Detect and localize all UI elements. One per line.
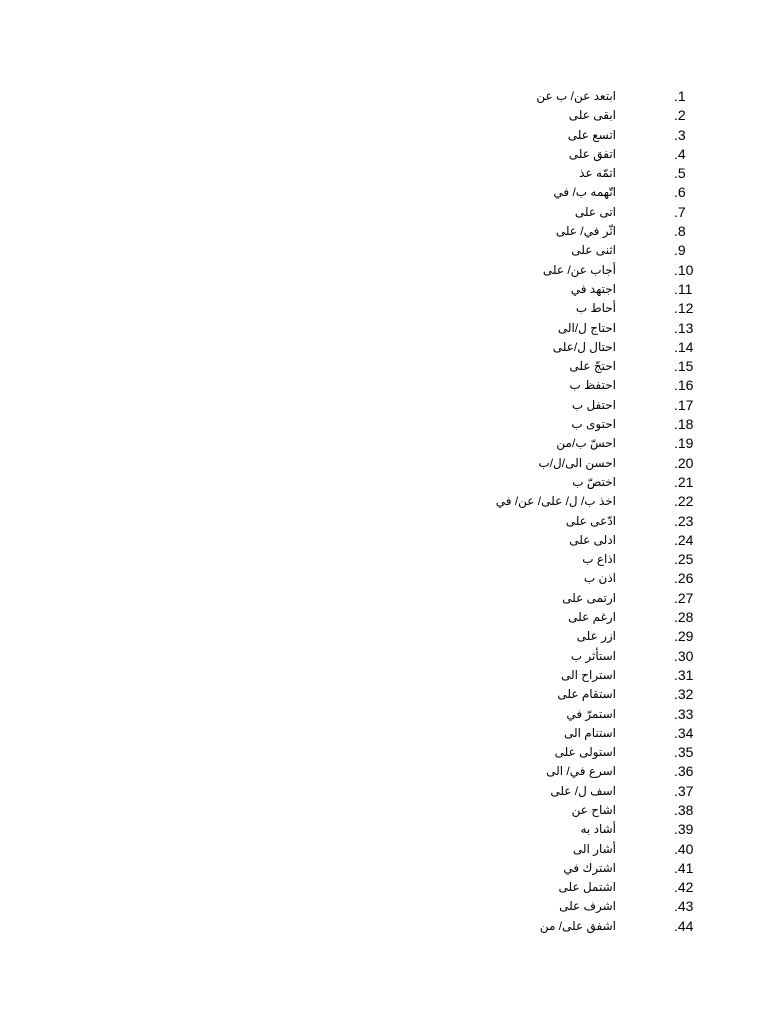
list-item: [310, 492, 710, 511]
item-number: 16.: [674, 377, 694, 394]
list-item: [310, 840, 710, 859]
list-item: [310, 319, 710, 338]
item-text: استراح الى: [560, 667, 616, 682]
item-number: 12.: [674, 300, 694, 317]
list-item: [310, 647, 710, 666]
list-item: [310, 87, 710, 106]
item-number: 40.: [674, 840, 694, 857]
list-item: [310, 897, 710, 916]
item-text: أحاط ب: [575, 301, 616, 316]
item-text: ازر على: [576, 629, 616, 644]
numbered-list: [310, 87, 710, 936]
item-text: اشتمل على: [558, 880, 616, 895]
list-item: [310, 917, 710, 936]
item-number: 24.: [674, 531, 694, 548]
item-text: ارتمى على: [562, 590, 616, 605]
item-number: 34.: [674, 724, 694, 741]
item-number: 32.: [674, 686, 694, 703]
item-number: 31.: [674, 666, 694, 683]
item-text: احتجّ على: [569, 359, 616, 374]
item-text: استولى على: [554, 745, 616, 760]
item-number: 22.: [674, 493, 694, 510]
item-text: احتاج ل/الى: [557, 320, 616, 335]
list-item: [310, 396, 710, 415]
item-text: اشرف على: [559, 899, 616, 914]
list-item: [310, 685, 710, 704]
item-number: 17.: [674, 396, 694, 413]
list-item: [310, 434, 710, 453]
item-number: 19.: [674, 435, 694, 452]
item-text: اثّر في/ على: [555, 224, 616, 239]
item-text: اتّهمه ب/ في: [553, 185, 616, 200]
item-number: 38.: [674, 801, 694, 818]
item-number: 20.: [674, 454, 694, 471]
item-text: أجاب عن/ على: [542, 262, 616, 277]
list-item: [310, 357, 710, 376]
item-text: اذاع ب: [582, 552, 616, 567]
list-item: [310, 164, 710, 183]
item-number: 10.: [674, 261, 694, 278]
item-number: 14.: [674, 338, 694, 355]
list-item: [310, 743, 710, 762]
item-number: 26.: [674, 570, 694, 587]
item-text: ارغم على: [568, 610, 616, 625]
item-text: اشترك في: [563, 860, 616, 875]
list-item: [310, 569, 710, 588]
item-text: احسّ ب/من: [556, 436, 616, 451]
list-item: [310, 338, 710, 357]
item-number: 3.: [674, 126, 686, 143]
item-text: احتفل ب: [571, 397, 616, 412]
list-item: [310, 376, 710, 395]
list-item: [310, 222, 710, 241]
item-number: 13.: [674, 319, 694, 336]
item-number: 21.: [674, 473, 694, 490]
item-number: 23.: [674, 512, 694, 529]
item-number: 8.: [674, 223, 686, 240]
item-text: احسن الى/ل/ب: [538, 455, 616, 470]
item-number: 11.: [674, 280, 693, 297]
item-text: اسرع في/ الى: [546, 764, 616, 779]
item-text: احتوى ب: [571, 417, 616, 432]
list-item: [310, 627, 710, 646]
item-number: 15.: [674, 358, 694, 375]
list-item: [310, 666, 710, 685]
item-number: 39.: [674, 821, 694, 838]
item-text: اخذ ب/ ل/ على/ عن/ في: [495, 494, 616, 509]
item-number: 43.: [674, 898, 694, 915]
item-text: اسف ل/ على: [550, 783, 616, 798]
list-item: [310, 261, 710, 280]
item-number: 2.: [674, 107, 686, 124]
item-number: 25.: [674, 551, 694, 568]
list-item: [310, 859, 710, 878]
item-text: أشار الى: [572, 841, 616, 856]
list-item: [310, 512, 710, 531]
list-item: [310, 705, 710, 724]
list-item: [310, 145, 710, 164]
list-item: [310, 878, 710, 897]
list-item: [310, 241, 710, 260]
item-text: احتال ل/على: [552, 339, 616, 354]
item-text: ادلى على: [569, 532, 616, 547]
item-number: 6.: [674, 184, 686, 201]
list-item: [310, 782, 710, 801]
item-text: أشاد به: [580, 822, 616, 837]
item-text: اتى على: [574, 204, 616, 219]
list-item: [310, 106, 710, 125]
item-number: 29.: [674, 628, 694, 645]
list-item: [310, 531, 710, 550]
item-text: اختصّ ب: [572, 474, 616, 489]
item-number: 7.: [674, 203, 686, 220]
list-item: [310, 415, 710, 434]
item-text: استقام على: [557, 687, 616, 702]
item-text: اشاح عن: [571, 802, 616, 817]
item-number: 9.: [674, 242, 686, 259]
item-number: 37.: [674, 782, 694, 799]
item-number: 41.: [674, 859, 694, 876]
item-number: 44.: [674, 917, 694, 934]
list-item: [310, 280, 710, 299]
item-number: 30.: [674, 647, 694, 664]
item-text: اذن ب: [583, 571, 616, 586]
item-text: احتفظ ب: [569, 378, 616, 393]
item-number: 1.: [674, 88, 686, 104]
list-item: [310, 299, 710, 318]
item-text: ابقى على: [568, 108, 616, 123]
list-item: [310, 724, 710, 743]
item-text: ابتعد عن/ ب عن: [536, 89, 616, 103]
item-number: 35.: [674, 744, 694, 761]
list-item: [310, 126, 710, 145]
list-item: [310, 762, 710, 781]
item-number: 36.: [674, 763, 694, 780]
item-text: اتمّه عذ: [579, 166, 616, 181]
item-number: 5.: [674, 165, 686, 182]
list-item: [310, 801, 710, 820]
item-number: 18.: [674, 416, 694, 433]
item-text: اتسع على: [567, 127, 616, 142]
item-number: 27.: [674, 589, 694, 606]
list-item: [310, 454, 710, 473]
item-text: ادّعى على: [565, 513, 616, 528]
item-text: اثنى على: [571, 243, 616, 258]
item-number: 4.: [674, 145, 686, 162]
item-text: اجتهد في: [570, 281, 616, 296]
item-text: اتفق على: [568, 146, 616, 161]
item-number: 28.: [674, 609, 694, 626]
item-number: 42.: [674, 879, 694, 896]
list-item: [310, 473, 710, 492]
list-item: [310, 203, 710, 222]
list-item: [310, 550, 710, 569]
list-item: [310, 183, 710, 202]
item-text: استنام الى: [563, 725, 616, 740]
list-item: [310, 608, 710, 627]
item-text: استمرّ في: [566, 706, 616, 721]
list-item: [310, 589, 710, 608]
item-text: استأثر ب: [570, 648, 616, 663]
item-number: 33.: [674, 705, 694, 722]
list-item: [310, 820, 710, 839]
item-text: اشفق على/ من: [539, 918, 616, 933]
